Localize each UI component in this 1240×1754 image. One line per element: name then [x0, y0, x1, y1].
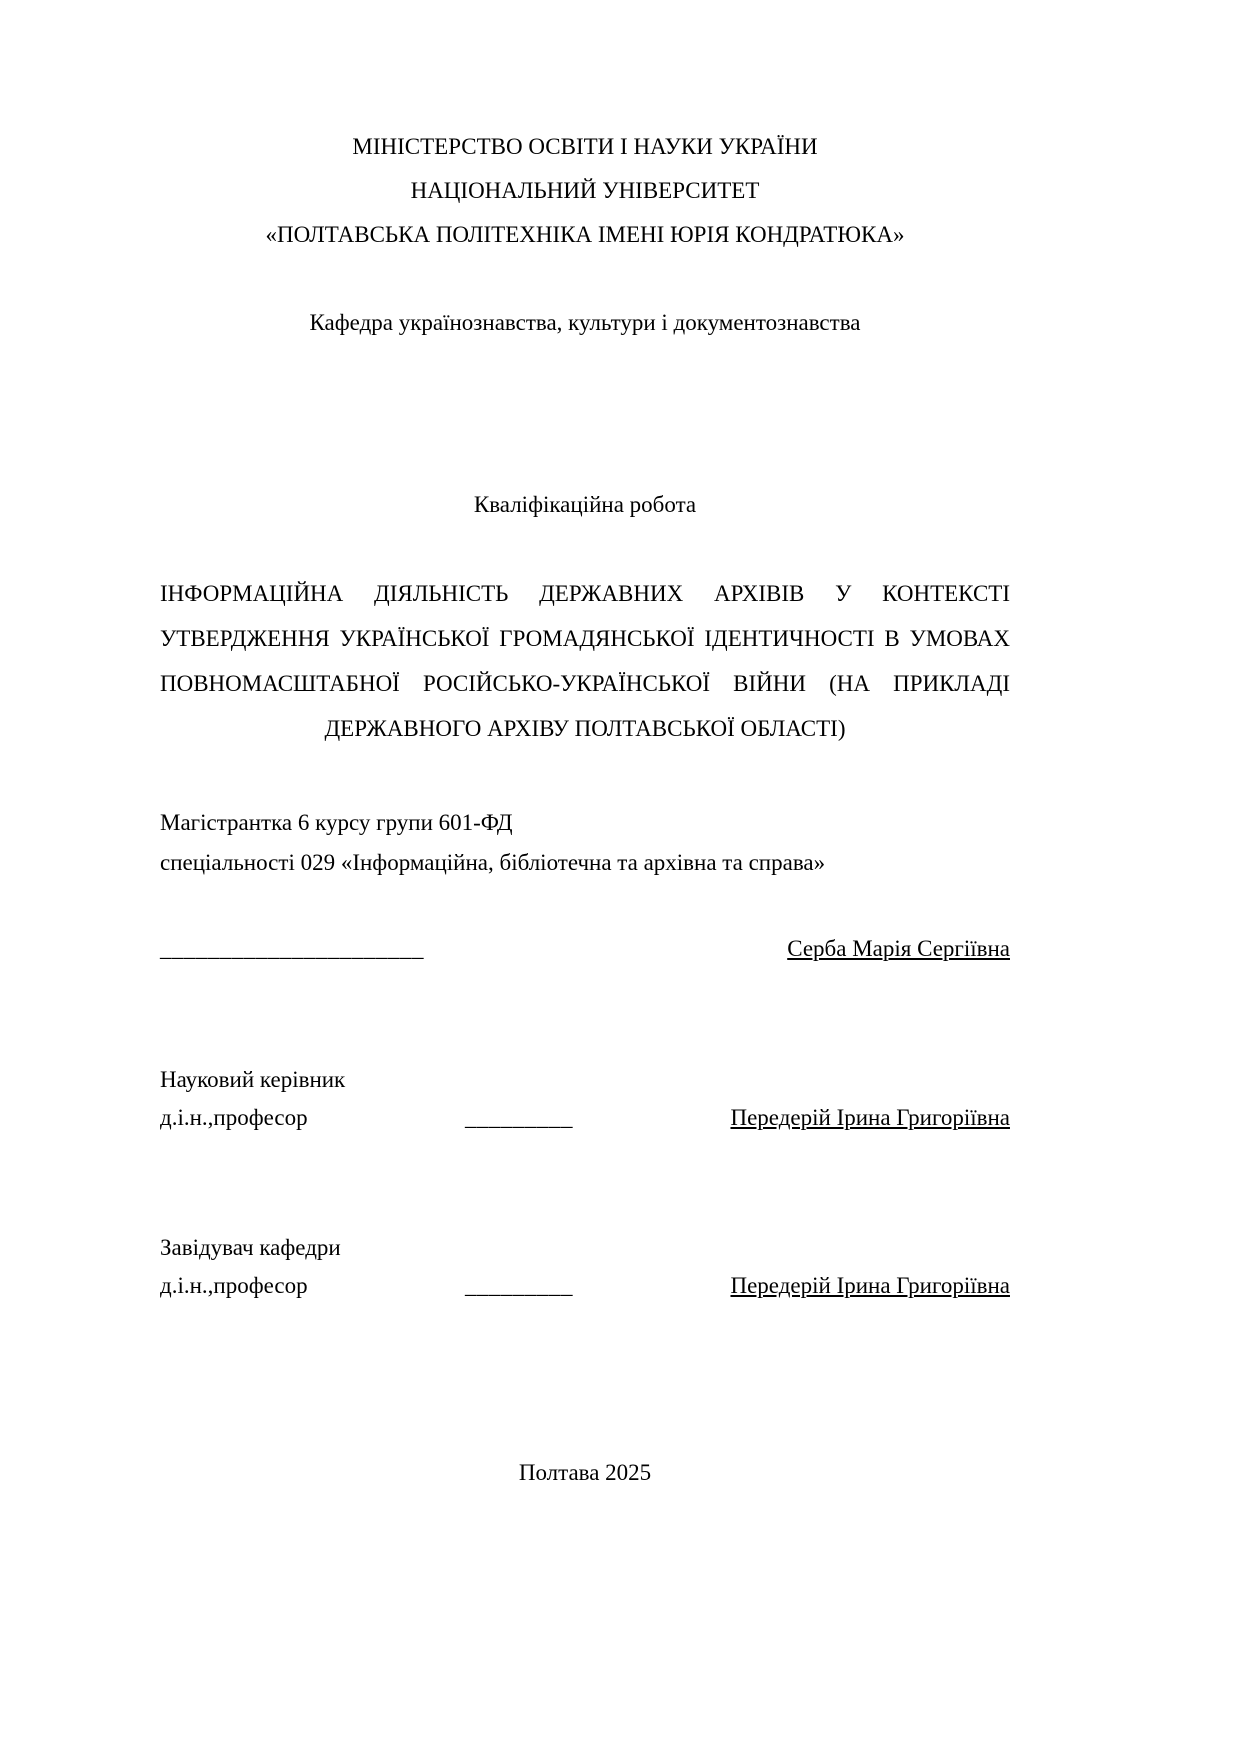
department-line: Кафедра українознавства, культури і документознавства [309, 310, 861, 335]
supervisor-signature-blank-line: _________ [465, 1105, 574, 1130]
department-head-block [160, 1229, 1010, 1305]
department-head-role-label: Завідувач кафедри [160, 1235, 341, 1260]
supervisor-role-label: Науковий керівник [160, 1067, 346, 1092]
department-head-signature-blank-line: _________ [465, 1273, 574, 1298]
thesis-title: ІНФОРМАЦІЙНА ДІЯЛЬНІСТЬ ДЕРЖАВНИХ АРХІВІВ У КОНТЕКСТІ УТВЕРДЖЕННЯ УКРАЇНСЬКОЇ ГРОМАДЯНСЬКОЇ ІДЕНТИЧНОСТІ В УМОВАХ ПОВНОМАСШТАБНОЇ РОСІЙСЬКО-УКРАЇНСЬКОЇ ВІЙНИ (НА ПРИКЛАДІ ДЕРЖАВНОГО АРХІВУ ПОЛТАВСЬКОЇ ОБЛАСТІ) [160, 581, 1010, 741]
department-head-degree: д.і.н.,професор [160, 1273, 308, 1298]
supervisor-name: Передерій Ірина Григоріївна [730, 1105, 1010, 1130]
ministry-line: МІНІСТЕРСТВО ОСВІТИ І НАУКИ УКРАЇНИ [352, 134, 818, 159]
department-head-signature-row [160, 1267, 1010, 1305]
supervisor-block [160, 1061, 1010, 1137]
supervisor-signature-row [160, 1099, 1010, 1137]
work-type-label: Кваліфікаційна робота [473, 492, 697, 517]
student-info-block [160, 803, 1010, 883]
student-name: Серба Марія Сергіївна [787, 936, 1010, 961]
university-name-line: «ПОЛТАВСЬКА ПОЛІТЕХНІКА ІМЕНІ ЮРІЯ КОНДРАТЮКА» [265, 222, 905, 247]
university-line: НАЦІОНАЛЬНИЙ УНІВЕРСИТЕТ [410, 178, 760, 203]
supervisor-degree: д.і.н.,професор [160, 1105, 308, 1130]
department-head-name: Передерій Ірина Григоріївна [730, 1273, 1010, 1298]
student-info-line1: Магістрантка 6 курсу групи 601-ФД [160, 810, 513, 835]
student-signature-blank-line: ______________________ [160, 936, 424, 961]
student-signature-row [160, 929, 1010, 969]
student-info-line2: спеціальності 029 «Інформаційна, бібліотечна та архівна та справа» [160, 850, 826, 875]
city-year-line: Полтава 2025 [518, 1460, 652, 1485]
